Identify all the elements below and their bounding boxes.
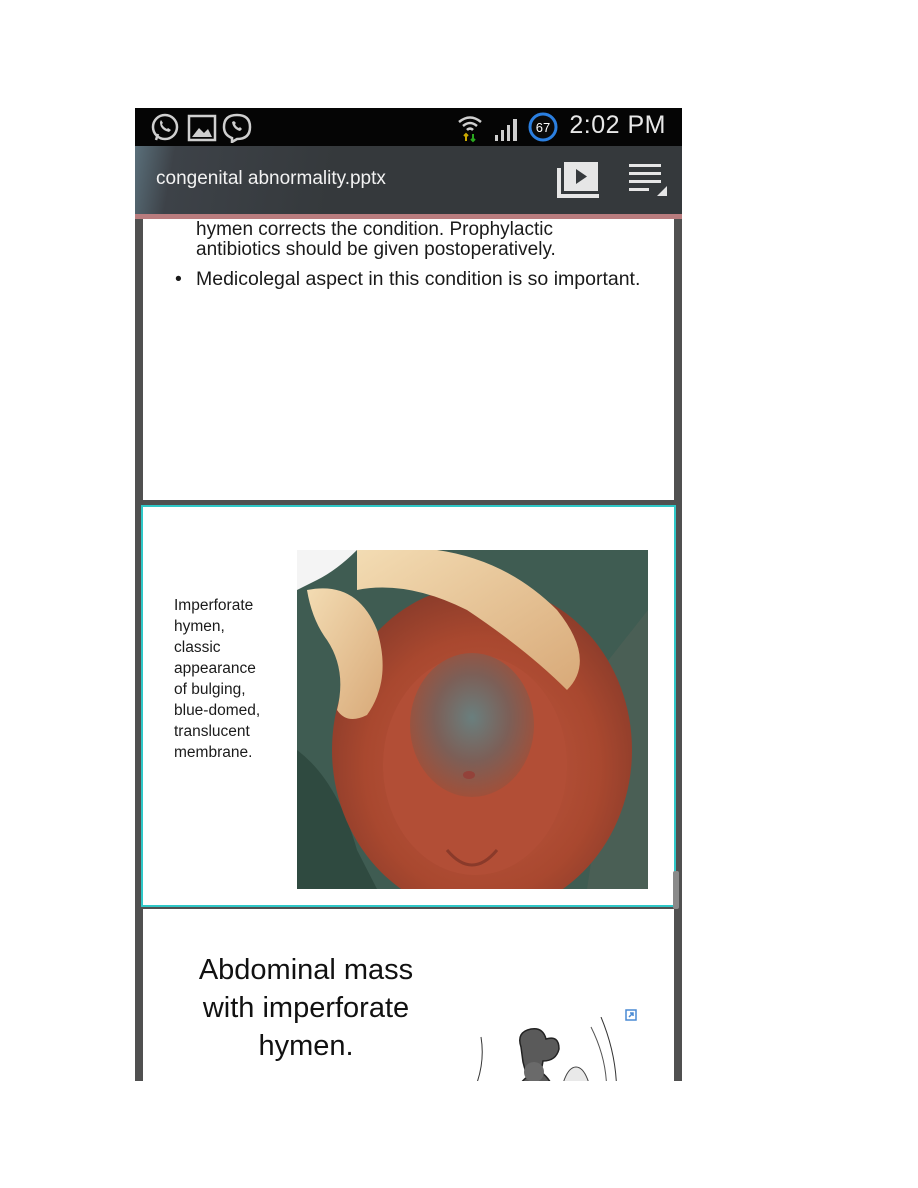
caption-line: of bulging,: [174, 681, 246, 698]
caption-line: membrane.: [174, 744, 253, 761]
title-line: hymen.: [258, 1030, 354, 1062]
slideshow-play-icon: [555, 158, 601, 200]
caption-line: hymen,: [174, 618, 225, 635]
slide-thumbnail-1[interactable]: [143, 219, 674, 500]
overflow-menu-icon: [625, 158, 669, 200]
slide-thumbnail-3[interactable]: [143, 909, 674, 1081]
document-title: congenital abnormality.pptx: [156, 168, 386, 189]
overflow-menu-button[interactable]: [625, 158, 669, 204]
action-bar: [135, 146, 682, 214]
slide-title: [181, 951, 431, 1065]
caption-line: classic: [174, 639, 221, 656]
bullet-line: antibiotics should be given postoperatively.: [196, 239, 556, 260]
clinical-photo: [297, 550, 648, 889]
slideshow-play-button[interactable]: [555, 158, 601, 204]
caption-line: appearance: [174, 660, 256, 677]
battery-icon: [527, 112, 559, 146]
bullet-item: [175, 268, 182, 291]
slide-list[interactable]: [135, 219, 682, 1081]
battery-level: 67: [535, 120, 551, 135]
wifi-icon: [457, 113, 483, 147]
anatomy-diagram: [451, 1017, 631, 1081]
phone-screen: [135, 108, 682, 1081]
caption-line: Imperforate: [174, 597, 254, 614]
bullet-continuation: [196, 220, 556, 260]
slide-caption: [174, 595, 274, 763]
signal-icon: [493, 115, 523, 147]
caption-line: blue-domed,: [174, 702, 261, 719]
bullet-text: Medicolegal aspect in this condition is so important.: [196, 268, 641, 290]
caption-line: translucent: [174, 723, 250, 740]
status-time: 2:02 PM: [569, 111, 666, 139]
bullet-marker: •: [175, 268, 182, 290]
whatsapp-icon: [149, 113, 181, 147]
slide-thumbnail-2[interactable]: [141, 505, 676, 907]
viber-icon: [221, 113, 253, 147]
title-line: with imperforate: [202, 992, 410, 1024]
title-line: Abdominal mass: [198, 954, 414, 986]
status-bar: [135, 108, 682, 146]
scrollbar-thumb[interactable]: [673, 871, 679, 909]
gallery-icon: [187, 113, 217, 147]
bullet-line: hymen corrects the condition. Prophylactic: [196, 219, 553, 240]
